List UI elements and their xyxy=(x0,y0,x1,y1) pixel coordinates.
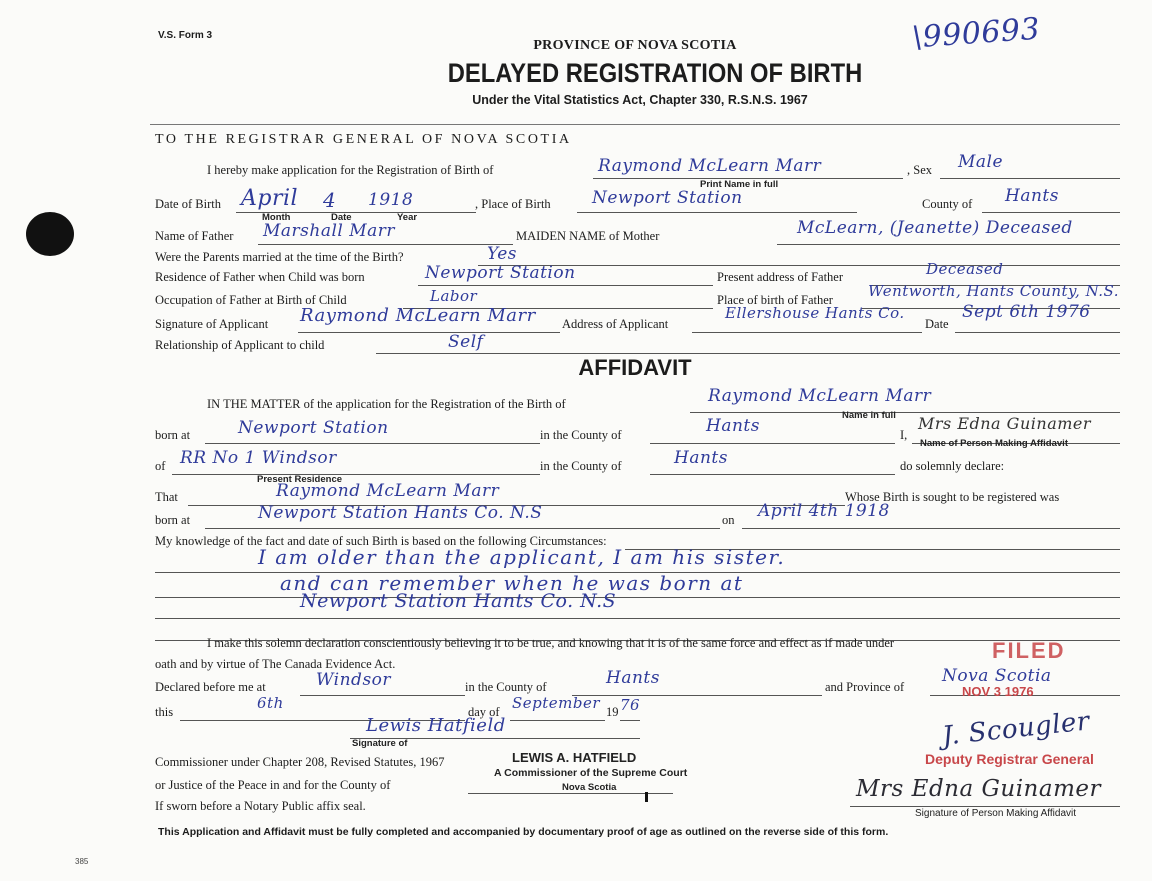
declared-county-value: Hants xyxy=(606,668,660,688)
father-value: Marshall Marr xyxy=(263,221,396,241)
punch-hole xyxy=(26,212,74,256)
notary-line: If sworn before a Notary Public affix seal. xyxy=(155,799,366,813)
affidavit-heading: AFFIDAVIT xyxy=(578,355,692,380)
page-title: DELAYED REGISTRATION OF BIRTH xyxy=(447,58,863,88)
father-birthplace-label: Place of birth of Father xyxy=(717,293,833,307)
applicant-address-label: Address of Applicant xyxy=(562,317,669,331)
circumstance-line-3: Newport Station Hants Co. N.S xyxy=(300,590,617,612)
page-subtitle: Under the Vital Statistics Act, Chapter 330, R.S.N.S. 1967 xyxy=(472,93,808,107)
filed-stamp: FILED xyxy=(992,638,1066,663)
application-date: Sept 6th 1976 xyxy=(962,302,1091,322)
residence-county-value: Hants xyxy=(674,448,728,468)
circumstance-line-2: and can remember when he was born at xyxy=(280,571,744,595)
this-label: this xyxy=(155,705,174,719)
province-label: and Province of xyxy=(825,680,905,694)
day-of-label: day of xyxy=(468,705,500,719)
place-value: Newport Station xyxy=(592,188,743,208)
born-on-value: April 4th 1918 xyxy=(758,501,890,521)
matter-name: Raymond McLearn Marr xyxy=(708,386,932,406)
born-at-line xyxy=(205,443,540,444)
province-value: Nova Scotia xyxy=(942,666,1052,686)
declared-at-line xyxy=(300,695,465,696)
header-divider xyxy=(150,124,1120,125)
year-prefix: 19 xyxy=(606,705,619,719)
dob-year: 1918 xyxy=(368,190,414,210)
date-label: Date xyxy=(925,317,949,331)
father-line xyxy=(258,244,513,245)
married-label: Were the Parents married at the time of the Birth? xyxy=(155,250,404,264)
sex-value: Male xyxy=(958,152,1004,172)
present-address-label: Present address of Father xyxy=(717,270,844,284)
whose-birth-label: Whose Birth is sought to be registered was xyxy=(845,490,1060,504)
residence-affidavit-line xyxy=(172,474,540,475)
commissioner-stamp-place: Nova Scotia xyxy=(562,782,617,793)
intro-label: I hereby make application for the Registration of Birth of xyxy=(207,163,494,177)
relationship-line xyxy=(376,353,1120,354)
residence-value: Newport Station xyxy=(425,263,576,283)
year-value: 76 xyxy=(620,696,641,714)
deputy-registrar-stamp: Deputy Registrar General xyxy=(925,751,1094,767)
registration-number: \990693 xyxy=(910,11,1042,56)
signature-label: Signature of Applicant xyxy=(155,317,269,331)
born-at-label: born at xyxy=(155,428,191,442)
sex-line xyxy=(940,178,1120,179)
applicant-address-line xyxy=(692,332,922,333)
present-residence-caption: Present Residence xyxy=(257,474,343,485)
affiant-signature: Mrs Edna Guinamer xyxy=(856,776,1101,802)
residence-label: Residence of Father when Child was born xyxy=(155,270,365,284)
county-value: Hants xyxy=(1005,186,1059,206)
commissioner-stamp-name: LEWIS A. HATFIELD xyxy=(512,750,637,765)
residence-line xyxy=(418,285,713,286)
declaration-line-1: I make this solemn declaration conscientiously believing it to be true, and knowing that it is of the same force and effect as if made under xyxy=(207,636,895,650)
addressee: TO THE REGISTRAR GENERAL OF NOVA SCOTIA xyxy=(155,132,572,147)
commissioner-signature: Lewis Hatfield xyxy=(366,715,506,736)
relationship-value: Self xyxy=(448,332,484,352)
filed-date: NOV 3 1976 xyxy=(962,684,1034,699)
in-county-label: in the County of xyxy=(540,428,622,442)
affiant-name: Mrs Edna Guinamer xyxy=(918,414,1092,433)
affiant-signature-caption: Signature of Person Making Affidavit xyxy=(915,808,1077,819)
name-in-full-caption: Name in full xyxy=(842,410,896,421)
declared-county-line xyxy=(572,695,822,696)
born-county-value: Hants xyxy=(706,416,760,436)
scratch-mark xyxy=(645,792,648,802)
married-value: Yes xyxy=(487,244,518,264)
applicant-address-value: Ellershouse Hants Co. xyxy=(725,304,905,322)
county-line xyxy=(982,212,1120,213)
month-caption: Month xyxy=(262,212,291,223)
commissioner-stamp-title: A Commissioner of the Supreme Court xyxy=(494,767,688,779)
father-birthplace-value: Wentworth, Hants County, N.S. xyxy=(868,282,1120,300)
applicant-signature: Raymond McLearn Marr xyxy=(300,305,536,326)
month-line xyxy=(510,720,605,721)
affiant-residence: RR No 1 Windsor xyxy=(180,448,337,468)
mother-line xyxy=(777,244,1120,245)
relationship-label: Relationship of Applicant to child xyxy=(155,338,325,352)
place-line xyxy=(577,212,857,213)
footer-code: 385 xyxy=(75,857,89,866)
circ-rule-3 xyxy=(155,618,1120,619)
residence-county-line xyxy=(650,474,895,475)
signature-of-caption: Signature of xyxy=(352,738,408,749)
of-label: of xyxy=(155,459,166,473)
i-label: I, xyxy=(900,428,908,442)
dob-label: Date of Birth xyxy=(155,197,221,211)
print-name-caption: Print Name in full xyxy=(700,179,779,190)
circumstance-line-1: I am older than the applicant, I am his sister. xyxy=(258,545,786,569)
present-address-value: Deceased xyxy=(926,260,1004,278)
father-label: Name of Father xyxy=(155,229,234,243)
declared-at-value: Windsor xyxy=(316,670,392,690)
footer-note: This Application and Affidavit must be fully completed and accompanied by documentary proof of age as outlined on the reverse side of this form. xyxy=(158,826,889,838)
mother-value: McLearn, (Jeanette) Deceased xyxy=(797,218,1073,238)
child-name: Raymond McLearn Marr xyxy=(598,156,822,176)
year-line xyxy=(620,720,640,721)
deputy-signature: J. Scougler xyxy=(940,706,1092,752)
day-value: 6th xyxy=(257,694,284,712)
born-county-line xyxy=(650,443,895,444)
matter-label: IN THE MATTER of the application for the Registration of the Birth of xyxy=(207,397,566,411)
born-at-value: Newport Station xyxy=(238,418,389,438)
declared-at-label: Declared before me at xyxy=(155,680,266,694)
mother-label: MAIDEN NAME of Mother xyxy=(516,229,660,243)
signature-line xyxy=(298,332,560,333)
affiant-caption: Name of Person Making Affidavit xyxy=(920,438,1068,449)
dob-day: 4 xyxy=(323,188,337,212)
knowledge-label: My knowledge of the fact and date of such Birth is based on the following Circumstances: xyxy=(155,534,607,548)
that-name: Raymond McLearn Marr xyxy=(276,481,500,501)
province-heading: PROVINCE OF NOVA SCOTIA xyxy=(533,38,737,53)
year-caption: Year xyxy=(397,212,418,223)
justice-line: or Justice of the Peace in and for the County of xyxy=(155,778,391,792)
solemnly-declare-label: do solemnly declare: xyxy=(900,459,1005,473)
month-value: September xyxy=(512,694,601,712)
county-label: County of xyxy=(922,197,973,211)
affiant-sig-line xyxy=(850,806,1120,807)
form-number: V.S. Form 3 xyxy=(158,30,213,41)
place-label: , Place of Birth xyxy=(475,197,551,211)
born-at-line-2 xyxy=(205,528,720,529)
date-line xyxy=(955,332,1120,333)
declaration-line-2: oath and by virtue of The Canada Evidence Act. xyxy=(155,657,396,671)
in-county-label-2: in the County of xyxy=(540,459,622,473)
occupation-value: Labor xyxy=(430,287,478,305)
date-caption: Date xyxy=(331,212,352,223)
on-label: on xyxy=(722,513,735,527)
born-at-label-2: born at xyxy=(155,513,191,527)
dob-month: April xyxy=(241,186,299,211)
justice-county-line xyxy=(468,793,673,794)
commissioner-line: Commissioner under Chapter 208, Revised Statutes, 1967 xyxy=(155,755,445,769)
in-county-label-3: in the County of xyxy=(465,680,547,694)
born-at-value-2: Newport Station Hants Co. N.S xyxy=(258,503,543,523)
that-label: That xyxy=(155,490,178,504)
born-on-line xyxy=(742,528,1120,529)
matter-line xyxy=(690,412,1120,413)
occupation-label: Occupation of Father at Birth of Child xyxy=(155,293,347,307)
sex-label: , Sex xyxy=(907,163,932,177)
